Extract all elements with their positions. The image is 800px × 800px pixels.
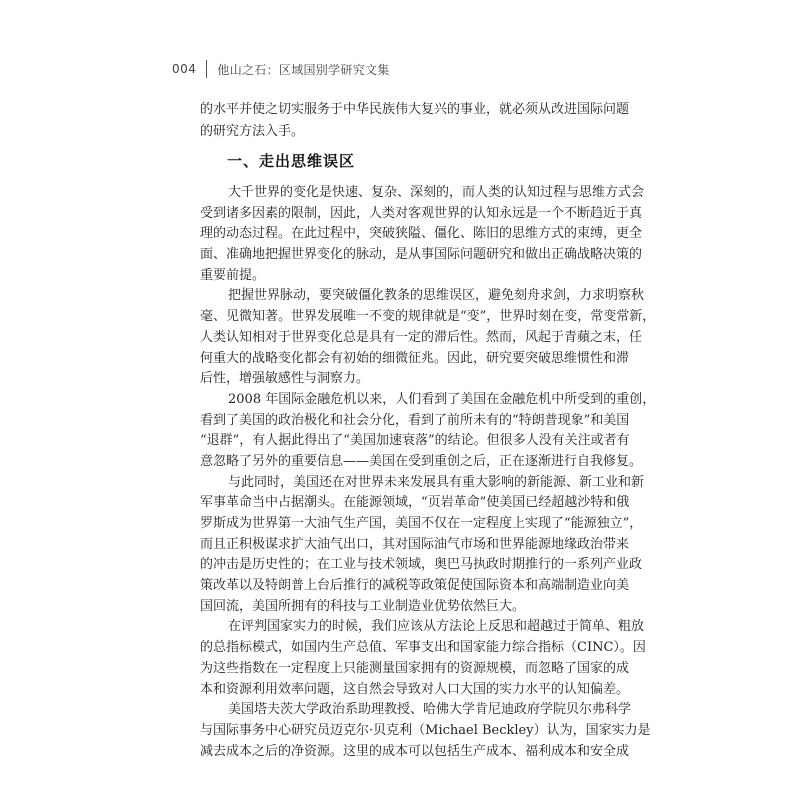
running-header: [172, 59, 390, 79]
body-paragraph: [200, 286, 656, 389]
text-line: 策改革以及特朗普上台后推行的减税等政策促使国际资本和高端制造业向美: [200, 578, 630, 594]
text-line: 面、准确地把握世界变化的脉动，是从事国际问题研究和做出正确战略决策的: [200, 247, 643, 263]
text-line: 为这些指数在一定程度上只能测量国家拥有的资源规模，而忽略了国家的成: [200, 660, 630, 676]
body-paragraph: [200, 617, 646, 700]
body-paragraph: [200, 700, 651, 762]
text-line: 后性，增强敏感性与洞察力。: [200, 371, 370, 387]
text-line: 大千世界的变化是快速、复杂、深刻的，而人类的认知过程与思维方式会: [228, 185, 645, 200]
text-line: 而且正积极谋求扩大油气出口，其对国际油气市场和世界能源地缘政治带来: [200, 536, 630, 552]
text-line: 的研究方法入手。: [200, 124, 305, 139]
running-title: 他山之石：区域国别学研究文集: [217, 62, 390, 77]
body-paragraph: [200, 473, 645, 618]
text-line: 意忽略了另外的重要信息——美国在受到重创之后，正在逐渐进行自我修复。: [200, 453, 643, 469]
text-line: 看到了美国的政治极化和社会分化，看到了前所未有的“特朗普现象”和美国: [200, 412, 630, 428]
text-line: 与国际事务中心研究员迈克尔·贝克利（Michael Beckley）认为，国家实力是: [200, 722, 651, 738]
text-line: “退群”，有人据此得出了“美国加速衰落”的结论。但很多人没有关注或者有: [200, 433, 630, 449]
text-line: 何重大的战略变化都会有初始的细微征兆。因此，研究要突破思维惯性和滞: [200, 350, 630, 366]
text-line: 国回流，美国所拥有的科技与工业制造业优势依然巨大。: [200, 598, 526, 614]
text-line: 与此同时，美国还在对世界未来发展具有重大影响的新能源、新工业和新: [228, 474, 645, 490]
text-line: 美国塔夫茨大学政治系助理教授、哈佛大学肯尼迪政府学院贝尔弗科学: [228, 702, 632, 718]
header-divider: [206, 60, 207, 78]
page-body: [200, 99, 656, 762]
text-line: 本和资源利用效率问题，这自然会导致对人口大国的实力水平的认知偏差。: [200, 681, 630, 697]
text-line: 在评判国家实力的时候，我们应该从方法论上反思和超越过于简单、粗放: [228, 619, 645, 635]
text-line: 的水平并使之切实服务于中华民族伟大复兴的事业，就必须从改进国际问题: [200, 102, 630, 117]
text-line: 军事革命当中占据潮头。在能源领域，“页岩革命”使美国已经超越沙特和俄: [200, 495, 630, 511]
lead-paragraph: [200, 99, 630, 143]
text-line: 罗斯成为世界第一大油气生产国，美国不仅在一定程度上实现了“能源独立”，: [200, 516, 643, 531]
page-number: 004: [172, 62, 197, 76]
text-line: 理的动态过程。在此过程中，突破狭隘、僵化、陈旧的思维方式的束缚，更全: [200, 226, 643, 242]
text-line: 人类认知相对于世界变化总是具有一定的滞后性。然而，风起于青蘋之末，任: [200, 329, 643, 345]
text-line: 毫、见微知著。世界发展唯一不变的规律就是“变”，世界时刻在变，常变常新，: [200, 309, 656, 325]
text-line: 重要前提。: [200, 267, 266, 283]
body-paragraph: [200, 183, 645, 286]
body-paragraph: [200, 390, 656, 473]
text-line: 把握世界脉动，要突破僵化教条的思维误区，避免刻舟求剑，力求明察秋: [228, 288, 645, 304]
text-line: 受到诸多因素的限制，因此，人类对客观世界的认知永远是一个不断趋近于真: [200, 205, 643, 221]
section-heading: 一、走出思维误区: [227, 152, 356, 170]
text-line: 的总指标模式，如国内生产总值、军事支出和国家能力综合指标（CINC）。因: [200, 640, 646, 656]
text-line: 的冲击是历史性的；在工业与技术领域，奥巴马执政时期推行的一系列产业政: [200, 557, 643, 573]
paragraphs: [200, 183, 656, 762]
text-line: 减去成本之后的净资源。这里的成本可以包括生产成本、福利成本和安全成: [200, 743, 630, 759]
text-line: 2008 年国际金融危机以来，人们看到了美国在金融危机中所受到的重创，: [228, 391, 656, 407]
